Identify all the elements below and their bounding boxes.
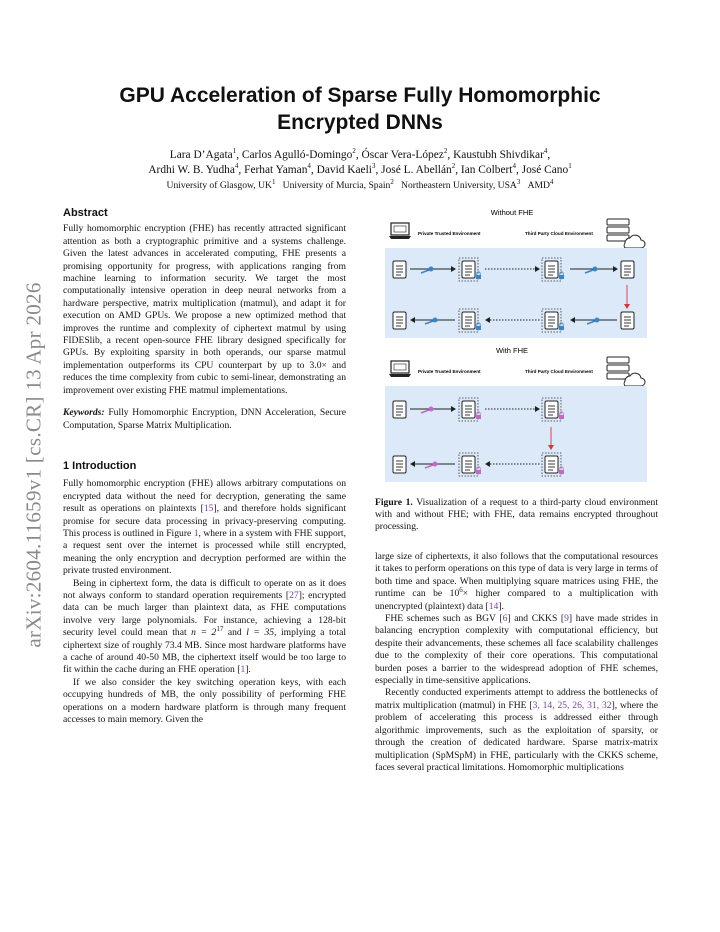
right-paragraph-2: FHE schemes such as BGV [6] and CKKS [9] have made strides in balancing encryption complexity with computational efficiency, but despite their advancements, these schemes all face scalability challenges due to the complexity of their core operations. This computational burden poses a barrier to the widespread adoption of FHE schemes, especially in time-sensitive applications.	[375, 613, 659, 687]
citation-link[interactable]: 14	[488, 600, 499, 612]
document-icon	[393, 456, 406, 473]
encrypted-document-icon	[459, 453, 478, 476]
citation-link[interactable]: 6	[502, 613, 508, 625]
document-icon	[621, 261, 634, 278]
private-env-label: Private Trusted Environment	[418, 231, 481, 236]
intro-heading: 1 Introduction	[63, 459, 137, 472]
title-line-1: GPU Acceleration of Sparse Fully Homomorphic	[119, 84, 601, 107]
encrypted-document-icon	[542, 258, 561, 281]
private-env-label: Private Trusted Environment	[418, 369, 481, 374]
without-fhe-label: Without FHE	[490, 208, 534, 217]
intro-paragraph-1: Fully homomorphic encryption (FHE) allows arbitrary computations on encrypted data without the need for decryption, generating the same result as operations on plaintexts [15], and therefore holds significant promise for secure data processing in privacy-preserving computing. This process is outlined in Figure 1, where in a system with FHE support, a request sent over the internet is processed while still encrypted, meaning the only encryption and decryption performed are within the private trusted environment.	[63, 478, 346, 577]
laptop-icon	[389, 223, 411, 239]
left-column	[63, 207, 346, 726]
with-fhe-label: With FHE	[495, 346, 529, 355]
intro-paragraph-3: If we also consider the key switching operation keys, with each occupying hundreds of MB, the only possibility of performing FHE operations on a modern hardware platform is through many frequent accesses to main memory. Given the	[63, 676, 346, 726]
author-block	[60, 148, 660, 193]
document-icon	[393, 312, 406, 329]
author-line-1: Lara D’Agata$^1$, Carlos Agulló-Domingo$^2$, Óscar Vera-López$^2$, Kaustubh Shivdikar$^4$,	[169, 147, 551, 161]
encrypted-document-icon	[542, 398, 561, 421]
abstract-heading: Abstract	[63, 207, 108, 219]
document-icon	[621, 312, 634, 329]
citation-link[interactable]: 3, 14, 25, 26, 31, 32	[532, 699, 612, 711]
abstract-text: Fully homomorphic encryption (FHE) has recently attracted significant attention as both a cryptographic primitive and a systems challenge. Given the latest advances in accelerated computing, FHE presents a promising opportunity for progress, with applications ranging from machine learning to information security. We target the most computationally intensive operation in deep neural networks from a hardware perspective, matrix multiplication (matmul), and adapt it for execution on AMD GPUs. We propose a new optimized method that improves the runtime and complexity of ciphertext matmul by using FIDESlib, a recent open-source FHE library designed specifically for GPUs. By exploiting sparsity in both operands, our sparse matmul implementation outperforms its CPU counterpart by up to 3.0× and reduces the time complexity from cubic to semi-linear, demonstrating an improvement over existing FHE matmul implementations.	[63, 223, 346, 396]
laptop-icon	[389, 361, 411, 377]
encrypted-document-icon	[459, 398, 478, 421]
server-cloud-icon	[607, 219, 645, 248]
citation-link[interactable]: 15	[203, 503, 214, 515]
intro-paragraph-2: Being in ciphertext form, the data is difficult to operate on as it does not always conform to standard operation requirements [27]; encrypted data can be much larger than plaintext data, as FHE computations involve very large polynomials. For instance, achieving a 128-bit security level could mean that $n = 2^{17}$ and l = 35, implying a total ciphertext size of roughly 73.4 MB. Since most hardware platforms have a cache of around 40-50 MB, the ciphertext itself would be too large to fit within the cache during an FHE operation [1].	[63, 577, 347, 676]
cloud-env-label: Third Party Cloud Environment	[525, 369, 593, 374]
paper-title	[80, 82, 640, 136]
encrypted-document-icon	[459, 309, 478, 332]
title-line-2: Encrypted DNNs	[277, 111, 443, 134]
right-paragraph-3: Recently conducted experiments attempt to address the bottlenecks of matrix multiplication (matmul) in FHE [3, 14, 25, 26, 31, 32], where the problem of accelerating this process is addressed either through algorithmic improvements, such as the exploitation of sparsity, or through the creation of dedicated hardware. Sparse matrix-matrix multiplication (SpMSpM) in FHE, particularly with the CKKS scheme, faces several practical limitations. Homomorphic multiplications	[375, 687, 659, 773]
citation-link[interactable]: 1	[240, 664, 246, 676]
server-cloud-icon	[607, 357, 645, 386]
figure-1-diagram	[375, 205, 650, 487]
keywords: Keywords: Fully Homomorphic Encryption, DNN Acceleration, Secure Computation, Sparse Matrix Multiplication.	[63, 407, 346, 431]
right-column	[375, 551, 658, 774]
affiliations: University of Glasgow, $UK^1$ University of Murcia, Spain$^2$ Northeastern University, USA$^3$ AMD$^4$	[166, 177, 554, 191]
figure-link[interactable]: 1	[193, 527, 199, 539]
document-icon	[393, 261, 406, 278]
arxiv-watermark: arXiv:2604.11659v1 [cs.CR] 13 Apr 2026	[21, 282, 46, 648]
right-paragraph-1: large size of ciphertexts, it also follows that the computational resources it takes to perform operations on this type of data is very large in terms of both time and space. When multiplying square matrices using FHE, the runtime can be $10^6\times$ higher compared to a multiplication with unencrypted (plaintext) data [14].	[375, 551, 659, 612]
encrypted-document-icon	[542, 453, 561, 476]
citation-link[interactable]: 27	[289, 589, 299, 601]
citation-link[interactable]: 9	[564, 613, 569, 625]
cloud-env-label: Third Party Cloud Environment	[525, 231, 593, 236]
panel-without-fhe	[385, 248, 647, 338]
encrypted-document-icon	[542, 309, 561, 332]
panel-with-fhe	[385, 386, 647, 482]
encrypted-document-icon	[459, 258, 478, 281]
figure-1-caption: Figure 1. Visualization of a request to a third-party cloud environment with and without FHE; with FHE, data remains encrypted throughout processing.	[375, 497, 658, 532]
document-icon	[393, 401, 406, 418]
author-line-2: Ardhi W. B. Yudha$^4$, Ferhat Yaman$^4$, David Kaeli$^3$, José L. Abellán$^2$, Ian Colbert$^4$, José Cano$^1$	[148, 162, 572, 176]
